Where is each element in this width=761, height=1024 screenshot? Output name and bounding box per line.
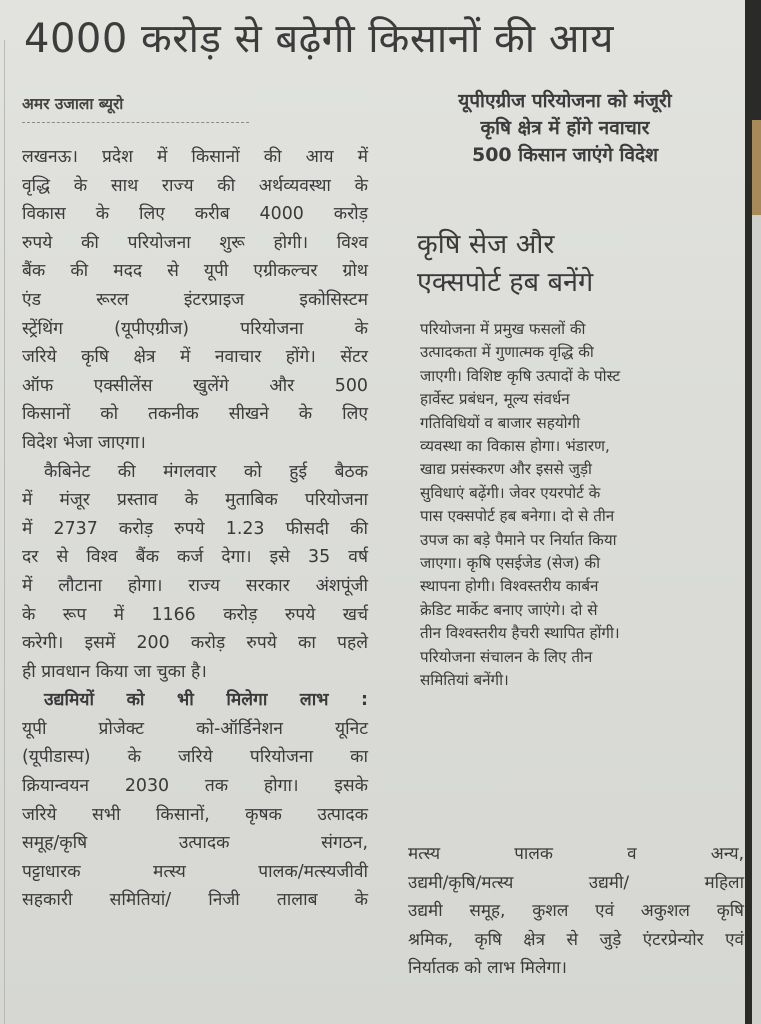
- text-line: जाएगा। कृषि एसईजेड (सेज) की: [420, 554, 601, 573]
- text-line: में लौटाना होगा। राज्य सरकार अंशपूंजी: [22, 575, 368, 596]
- text-line: परियोजना में प्रमुख फसलों की: [420, 320, 586, 338]
- text-line: तीन विश्वस्तरीय हैचरी स्थापित होंगी।: [420, 624, 620, 643]
- text-line: उद्यमी/कृषि/मत्स्य उद्यमी/ महिला: [408, 872, 744, 893]
- section-title: [417, 226, 737, 302]
- text-line: ऑफ एक्सीलेंस खुलेंगे और 500: [22, 375, 368, 396]
- deck-line: कृषि क्षेत्र में होंगे नवाचार: [480, 117, 650, 139]
- text-line: निर्यातक को लाभ मिलेगा।: [408, 958, 567, 979]
- text-line: दर से विश्व बैंक कर्ज देगा। इसे 35 वर्ष: [22, 547, 368, 568]
- text-line: सहकारी समितियां/ निजी तालाब के: [22, 890, 368, 911]
- text-line: हार्वेस्ट प्रबंधन, मूल्य संवर्धन: [420, 390, 570, 409]
- right-column-continuation: [408, 840, 744, 983]
- section-title-line: एक्सपोर्ट हब बनेंगे: [417, 267, 594, 298]
- byline: अमर उजाला ब्यूरो: [22, 95, 124, 113]
- right-column-box: [420, 318, 740, 693]
- text-line: समितियां बनेंगी।: [420, 671, 509, 690]
- text-line: विदेश भेजा जाएगा।: [22, 432, 146, 453]
- text-line: समूह/कृषि उत्पादक संगठन,: [22, 833, 368, 854]
- text-line: क्रेडिट मार्केट बनाए जाएंगे। दो से: [420, 600, 598, 619]
- paragraph-3: [22, 686, 368, 915]
- paragraph-1: [22, 143, 368, 458]
- text-line: (यूपीडास्प) के जरिये परियोजना का: [22, 747, 368, 768]
- background-object: [752, 120, 761, 215]
- text-line: विकास के लिए करीब 4000 करोड़: [22, 204, 368, 225]
- text-line: मत्स्य पालक व अन्य,: [408, 844, 744, 864]
- headline: 4000 करोड़ से बढ़ेगी किसानों की आय: [24, 16, 614, 62]
- text-line: व्यवस्था का विकास होगा। भंडारण,: [420, 437, 610, 456]
- text-line: जाएगी। विशिष्ट कृषि उत्पादों के पोस्ट: [420, 366, 621, 385]
- text-line: उत्पादकता में गुणात्मक वृद्धि की: [420, 343, 594, 362]
- text-line: क्रियान्वयन 2030 तक होगा। इसके: [22, 776, 368, 797]
- section-title-line: कृषि सेज और: [417, 229, 555, 260]
- text-line: यूपी प्रोजेक्ट को-ऑर्डिनेशन यूनिट: [22, 718, 368, 739]
- text-line: के रूप में 1166 करोड़ रुपये खर्च: [22, 604, 368, 625]
- deck-summary: [400, 88, 730, 169]
- text-line: पट्टाधारक मत्स्य पालक/मत्स्यजीवी: [22, 861, 368, 882]
- text-line: खाद्य प्रसंस्करण और इससे जुड़ी: [420, 460, 592, 479]
- text-line: परियोजना संचालन के लिए तीन: [420, 647, 593, 666]
- text-line: गतिविधियों व बाजार सहयोगी: [420, 413, 581, 432]
- text-line: करेगी। इसमें 200 करोड़ रुपये का पहले: [22, 633, 368, 654]
- text-line: कैबिनेट की मंगलवार को हुई बैठक: [44, 461, 368, 482]
- deck-line: 500 किसान जाएंगे विदेश: [471, 144, 659, 166]
- text-line: जरिये सभी किसानों, कृषक उत्पादक: [22, 804, 368, 825]
- deck-line: यूपीएग्रीज परियोजना को मंजूरी: [458, 90, 672, 112]
- adjacent-page-edge: [752, 215, 761, 1024]
- text-line: उद्यमी समूह, कुशल एवं अकुशल कृषि: [408, 901, 744, 922]
- left-column: [22, 143, 368, 915]
- text-line: किसानों को तकनीक सीखने के लिए: [22, 404, 368, 425]
- text-line: श्रमिक, कृषि क्षेत्र से जुड़े एंटरप्रेन्योर एवं: [408, 929, 744, 950]
- text-line: जरिये कृषि क्षेत्र में नवाचार होंगे। सेंटर: [22, 347, 368, 368]
- text-line: में मंजूर प्रस्ताव के मुताबिक परियोजना: [22, 490, 368, 511]
- byline-divider: [22, 122, 249, 123]
- text-line: उपज का बड़े पैमाने पर निर्यात किया: [420, 530, 617, 549]
- page-left-rule: [4, 40, 5, 1024]
- text-line: ही प्रावधान किया जा चुका है।: [22, 661, 207, 682]
- text-line: वृद्धि के साथ राज्य की अर्थव्यवस्था के: [22, 175, 368, 196]
- text-line: बैंक की मदद से यूपी एग्रीकल्चर ग्रोथ: [22, 261, 368, 282]
- text-line: पास एक्सपोर्ट हब बनेगा। दो से तीन: [420, 507, 615, 526]
- text-line: स्थापना होगी। विश्वस्तरीय कार्बन: [420, 577, 599, 596]
- subhead: उद्यमियों को भी मिलेगा लाभ :: [44, 690, 368, 711]
- text-line: स्ट्रेंथिंग (यूपीएग्रीज) परियोजना के: [22, 318, 368, 339]
- paragraph-2: [22, 458, 368, 687]
- text-line: लखनऊ। प्रदेश में किसानों की आय में: [22, 147, 368, 167]
- text-line: रुपये की परियोजना शुरू होगी। विश्व: [22, 232, 368, 253]
- text-line: सुविधाएं बढ़ेंगी। जेवर एयरपोर्ट के: [420, 483, 601, 502]
- text-line: में 2737 करोड़ रुपये 1.23 फीसदी की: [22, 518, 368, 539]
- text-line: एंड रूरल इंटरप्राइज इकोसिस्टम: [22, 289, 368, 310]
